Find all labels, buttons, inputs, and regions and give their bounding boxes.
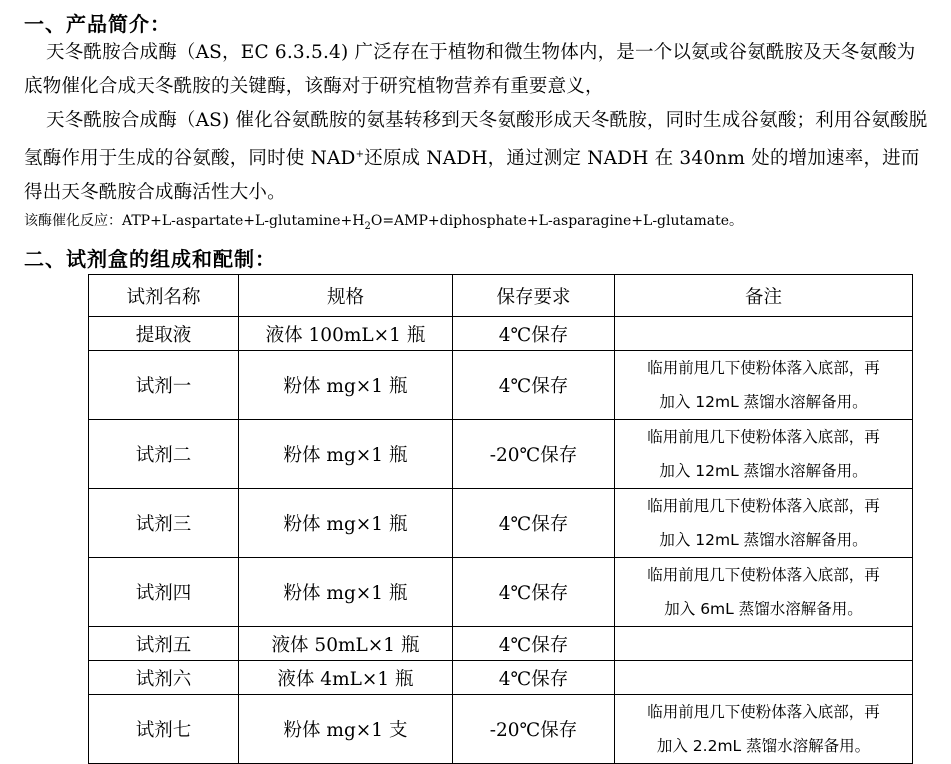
nad-superscript: + bbox=[355, 149, 365, 160]
cell-reagent-name: 试剂三 bbox=[89, 489, 239, 558]
reagent-table bbox=[88, 274, 913, 764]
section-heading-intro: 一、产品简介： bbox=[24, 12, 171, 36]
cell-spec: 粉体 mg×1 瓶 bbox=[239, 351, 453, 420]
reaction-equation bbox=[24, 210, 743, 232]
note-line-1: 临用前甩几下使粉体落入底部，再 bbox=[647, 566, 880, 584]
note-line-2: 加入 2.2mL 蒸馏水溶解备用。 bbox=[656, 737, 871, 755]
cell-storage: 4℃保存 bbox=[453, 317, 615, 351]
intro-paragraph-1: 天冬酰胺合成酶（AS，EC 6.3.5.4) 广泛存在于植物和微生物体内，是一个以氨或谷氨酰胺及天冬氨酸为底物催化合成天冬酰胺的关键酶，该酶对于研究植物营养有重要意义， bbox=[24, 42, 916, 97]
header-spec: 规格 bbox=[239, 275, 453, 317]
cell-note bbox=[615, 661, 913, 695]
cell-storage: 4℃保存 bbox=[453, 489, 615, 558]
table-row bbox=[89, 627, 913, 661]
cell-storage: 4℃保存 bbox=[453, 627, 615, 661]
cell-spec: 液体 4mL×1 瓶 bbox=[239, 661, 453, 695]
section-heading-kit: 二、试剂盒的组成和配制： bbox=[24, 247, 276, 271]
cell-spec: 粉体 mg×1 瓶 bbox=[239, 420, 453, 489]
table-row bbox=[89, 661, 913, 695]
note-line-2: 加入 12mL 蒸馏水溶解备用。 bbox=[659, 393, 868, 411]
cell-reagent-name: 试剂六 bbox=[89, 661, 239, 695]
header-storage: 保存要求 bbox=[453, 275, 615, 317]
reaction-label: 该酶催化反应： bbox=[24, 213, 122, 229]
cell-spec: 粉体 mg×1 支 bbox=[239, 695, 453, 764]
note-line-2: 加入 6mL 蒸馏水溶解备用。 bbox=[664, 600, 863, 618]
header-note: 备注 bbox=[615, 275, 913, 317]
table-row bbox=[89, 420, 913, 489]
cell-storage: 4℃保存 bbox=[453, 351, 615, 420]
cell-note bbox=[615, 558, 913, 627]
cell-note bbox=[615, 695, 913, 764]
intro-paragraph-2 bbox=[24, 104, 930, 210]
table-row bbox=[89, 695, 913, 764]
reaction-text-b: O=AMP+diphosphate+L-asparagine+L-glutamate。 bbox=[370, 213, 744, 229]
cell-storage: -20℃保存 bbox=[453, 420, 615, 489]
water-subscript: 2 bbox=[364, 220, 371, 232]
table-row bbox=[89, 351, 913, 420]
cell-spec: 液体 100mL×1 瓶 bbox=[239, 317, 453, 351]
note-line-1: 临用前甩几下使粉体落入底部，再 bbox=[647, 428, 880, 446]
table-row bbox=[89, 558, 913, 627]
cell-note bbox=[615, 489, 913, 558]
table-header-row bbox=[89, 275, 913, 317]
cell-reagent-name: 试剂二 bbox=[89, 420, 239, 489]
note-line-1: 临用前甩几下使粉体落入底部，再 bbox=[647, 359, 880, 377]
table-row bbox=[89, 489, 913, 558]
note-line-1: 临用前甩几下使粉体落入底部，再 bbox=[647, 703, 880, 721]
note-line-2: 加入 12mL 蒸馏水溶解备用。 bbox=[659, 531, 868, 549]
header-name: 试剂名称 bbox=[89, 275, 239, 317]
table-row bbox=[89, 317, 913, 351]
cell-reagent-name: 试剂一 bbox=[89, 351, 239, 420]
cell-reagent-name: 试剂七 bbox=[89, 695, 239, 764]
cell-storage: 4℃保存 bbox=[453, 558, 615, 627]
cell-spec: 液体 50mL×1 瓶 bbox=[239, 627, 453, 661]
cell-note bbox=[615, 420, 913, 489]
note-line-1: 临用前甩几下使粉体落入底部，再 bbox=[647, 497, 880, 515]
cell-note bbox=[615, 317, 913, 351]
para2-text-a: 天冬酰胺合成酶（AS) 催化谷氨酰胺的氨基转移到天冬氨酸形成天冬酰胺，同时生成谷氨酸；利用谷氨酸脱氢酶作用于生成的谷氨酸，同时使 NAD bbox=[24, 110, 928, 170]
cell-reagent-name: 试剂四 bbox=[89, 558, 239, 627]
cell-spec: 粉体 mg×1 瓶 bbox=[239, 489, 453, 558]
cell-storage: -20℃保存 bbox=[453, 695, 615, 764]
cell-storage: 4℃保存 bbox=[453, 661, 615, 695]
cell-note bbox=[615, 627, 913, 661]
cell-note bbox=[615, 351, 913, 420]
reaction-text-a: ATP+L-aspartate+L-glutamine+H bbox=[122, 213, 365, 229]
cell-reagent-name: 提取液 bbox=[89, 317, 239, 351]
note-line-2: 加入 12mL 蒸馏水溶解备用。 bbox=[659, 462, 868, 480]
cell-spec: 粉体 mg×1 瓶 bbox=[239, 558, 453, 627]
cell-reagent-name: 试剂五 bbox=[89, 627, 239, 661]
para2-text-b: 还原成 NADH，通过测定 NADH 在 340nm 处的增加速率，进而得出天冬酰胺合成酶活性大小。 bbox=[24, 148, 920, 204]
